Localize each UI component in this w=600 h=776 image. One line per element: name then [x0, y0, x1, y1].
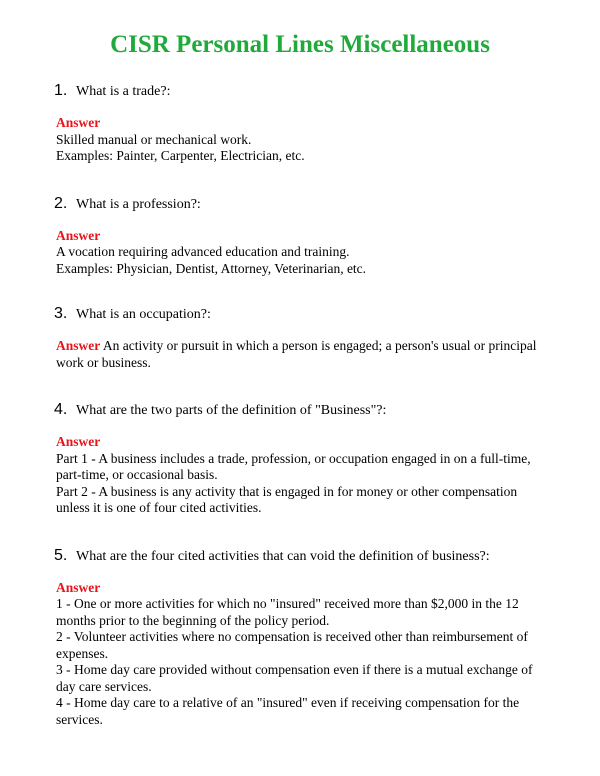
- answer-line: Examples: Painter, Carpenter, Electrician, etc.: [56, 148, 305, 163]
- question-5: [54, 547, 550, 566]
- qa-item-4: [56, 401, 550, 517]
- question-text: What is an occupation?:: [76, 307, 211, 322]
- question-text: What is a profession?:: [76, 196, 201, 212]
- answer-label: Answer: [56, 579, 101, 595]
- question-4: [54, 401, 550, 420]
- answer-5: [56, 580, 550, 729]
- question-text: What are the four cited activities that can void the definition of business?:: [76, 548, 490, 564]
- answer-line: Part 2 - A business is any activity that is engaged in for money or other compensation unless it is one of four cited activities.: [56, 483, 518, 515]
- answer-line: Part 1 - A business includes a trade, profession, or occupation engaged in on a full-time, part-time, or occasional basis.: [56, 450, 531, 482]
- answer-4: [56, 434, 550, 517]
- answer-label: Answer: [56, 115, 101, 130]
- answer-2: [56, 228, 550, 278]
- qa-item-3: [56, 305, 550, 371]
- answer-line: Skilled manual or mechanical work.: [56, 131, 252, 147]
- question-number: 2.: [54, 194, 68, 212]
- answer-line: 3 - Home day care provided without compensation even if there is a mutual exchange of day care services.: [56, 662, 533, 694]
- page-title: CISR Personal Lines Miscellaneous: [110, 31, 490, 58]
- question-text: What are the two parts of the definition of "Business"?:: [76, 403, 387, 418]
- qa-item-5: [56, 547, 550, 729]
- question-number: 4.: [54, 401, 68, 418]
- answer-label: Answer: [56, 227, 101, 243]
- question-1: [54, 82, 550, 101]
- answer-1: [56, 115, 550, 165]
- answer-line: 2 - Volunteer activities where no compensation is received other than reimbursement of expenses.: [56, 629, 528, 661]
- answer-line: A vocation requiring advanced education and training.: [56, 244, 350, 259]
- question-2: [54, 195, 550, 214]
- answer-line: 1 - One or more activities for which no "insured" received more than $2,000 in the 12 months prior to the beginning of the policy period.: [56, 596, 519, 628]
- question-number: 3.: [54, 305, 68, 322]
- answer-label: Answer: [56, 338, 101, 353]
- answer-label: Answer: [56, 434, 101, 449]
- answer-line: 4 - Home day care to a relative of an "insured" even if receiving compensation for the services.: [56, 695, 520, 727]
- qa-item-1: [56, 82, 550, 165]
- answer-text: An activity or pursuit in which a person is engaged; a person's usual or principal work or business.: [56, 338, 537, 370]
- question-text: What is a trade?:: [76, 84, 171, 99]
- question-number: 5.: [54, 546, 68, 564]
- answer-3: [56, 338, 550, 371]
- answer-line: Examples: Physician, Dentist, Attorney, Veterinarian, etc.: [56, 260, 367, 276]
- question-number: 1.: [54, 82, 68, 99]
- question-3: [54, 305, 550, 324]
- qa-item-2: [56, 195, 550, 278]
